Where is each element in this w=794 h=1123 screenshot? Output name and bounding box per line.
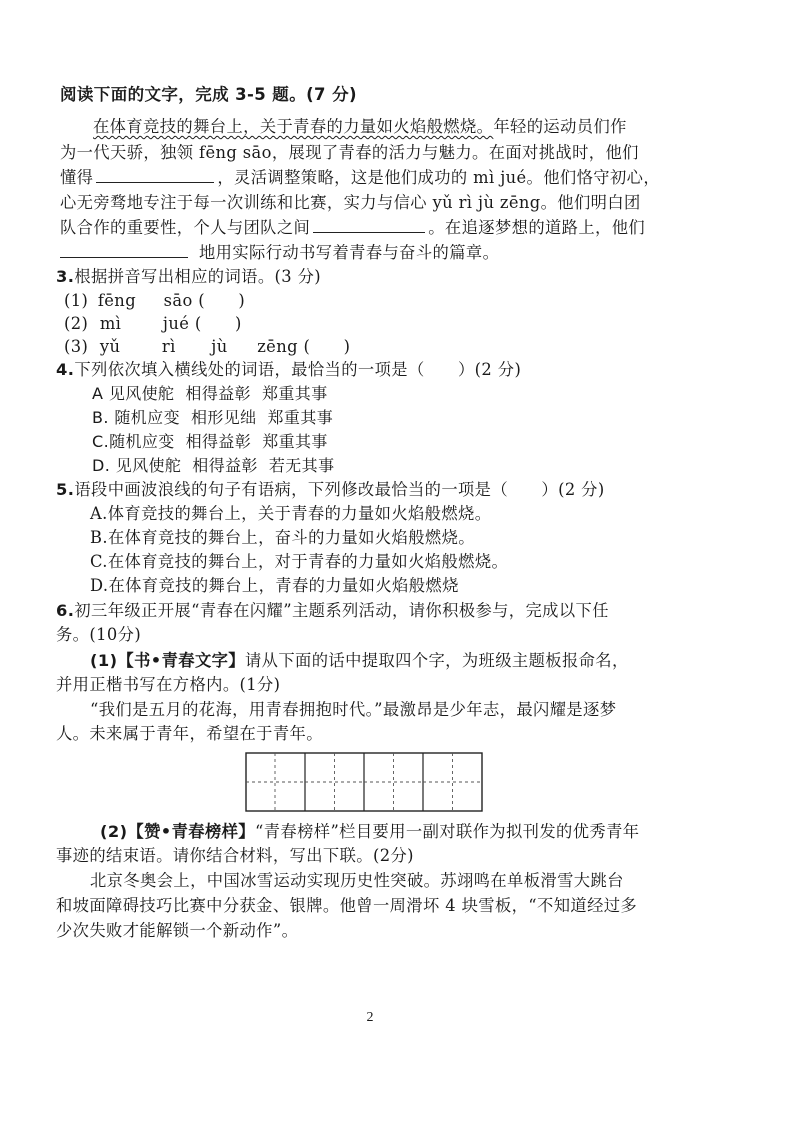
- q6-sub1-quote-1: “我们是五月的花海，用青春拥抱时代。”最激昂是少年志，最闪耀是逐梦: [90, 700, 617, 719]
- q6-sub1-line-1: (1)【书•青春文字】请从下面的话中提取四个字，为班级主题板报命名，: [90, 651, 629, 670]
- q6-sub1-line-2: 并用正楷书写在方格内。(1分): [56, 675, 281, 694]
- grid-cell-1[interactable]: [246, 753, 305, 811]
- passage-line-3: 懂得 ，灵活调整策略，这是他们成功的 mì jué。他们恪守初心，: [60, 168, 661, 187]
- q5-option-d: D.在体育竞技的舞台上，青春的力量如火焰般燃烧: [90, 576, 459, 595]
- q5-option-a: A.体育竞技的舞台上，关于青春的力量如火焰般燃烧。: [90, 504, 492, 523]
- q6-stem-line-1: 6.初三年级正开展“青春在闪耀”主题系列活动，请你积极参与，完成以下任: [56, 601, 609, 620]
- grid-cell-4[interactable]: [423, 753, 482, 811]
- grid-cell-2[interactable]: [305, 753, 364, 811]
- reading-heading: 阅读下面的文字，完成 3-5 题。(7 分): [60, 85, 357, 104]
- passage-line-5: 队合作的重要性，个人与团队之间 。在追逐梦想的道路上，他们: [60, 218, 646, 237]
- q3-item-1: (1) fēng sāo ( ): [64, 291, 246, 310]
- wavy-sentence: 在体育竞技的舞台上，关于青春的力量如火焰般燃烧。: [93, 117, 494, 136]
- q3-item-3: (3) yǔ rì jù zēng ( ): [64, 337, 351, 356]
- q4-stem: 4.下列依次填入横线处的词语，最恰当的一项是（ ）(2 分): [56, 360, 522, 379]
- q6-sub1-quote-2: 人。未来属于青年，希望在于青年。: [56, 724, 323, 743]
- blank-1: [96, 167, 214, 183]
- q6-sub2-line-2: 事迹的结束语。请你结合材料，写出下联。(2分): [56, 846, 414, 865]
- q3-item-2: (2) mì jué ( ): [64, 314, 242, 333]
- passage-line-2: 为一代天骄，独领 fēng sāo，展现了青春的活力与魅力。在面对挑战时，他们: [60, 143, 639, 162]
- q5-option-c: C.在体育竞技的舞台上，对于青春的力量如火焰般燃烧。: [90, 552, 509, 571]
- writing-grid[interactable]: [245, 752, 483, 812]
- q4-option-d: D. 见风使舵 相得益彰 若无其事: [92, 456, 335, 475]
- q3-stem: 3.根据拼音写出相应的词语。(3 分): [56, 267, 322, 286]
- q4-option-c: C.随机应变 相得益彰 郑重其事: [92, 432, 328, 451]
- q5-option-b: B.在体育竞技的舞台上，奋斗的力量如火焰般燃烧。: [90, 528, 475, 547]
- q4-option-b: B. 随机应变 相形见绌 郑重其事: [92, 408, 334, 427]
- q6-sub2-material-1: 北京冬奥会上，中国冰雪运动实现历史性突破。苏翊鸣在单板滑雪大跳台: [90, 871, 624, 890]
- blank-3: [60, 242, 188, 258]
- q4-option-a: A 见风使舵 相得益彰 郑重其事: [92, 384, 328, 403]
- q5-stem: 5.语段中画波浪线的句子有语病，下列修改最恰当的一项是（ ）(2 分): [56, 480, 605, 499]
- blank-2: [313, 217, 425, 233]
- passage-line-1: 在体育竞技的舞台上，关于青春的力量如火焰般燃烧。年轻的运动员们作: [93, 117, 627, 136]
- q6-sub2-material-2: 和坡面障碍技巧比赛中分获金、银牌。他曾一周滑坏 4 块雪板，“不知道经过多: [56, 896, 638, 915]
- q6-sub2-line-1: (2)【赞•青春榜样】“青春榜样”栏目要用一副对联作为拟刊发的优秀青年: [100, 822, 640, 841]
- passage-line-4: 心无旁骛地专注于每一次训练和比赛，实力与信心 yǔ rì jù zēng。他们明白团: [60, 193, 641, 212]
- passage-line-6: 地用实际行动书写着青春与奋斗的篇章。: [60, 242, 499, 264]
- page-number: 2: [366, 1010, 374, 1025]
- q6-stem-line-2: 务。(10分): [56, 625, 142, 644]
- grid-cell-3[interactable]: [364, 753, 423, 811]
- q6-sub2-material-3: 少次失败才能解锁一个新动作”。: [56, 921, 299, 940]
